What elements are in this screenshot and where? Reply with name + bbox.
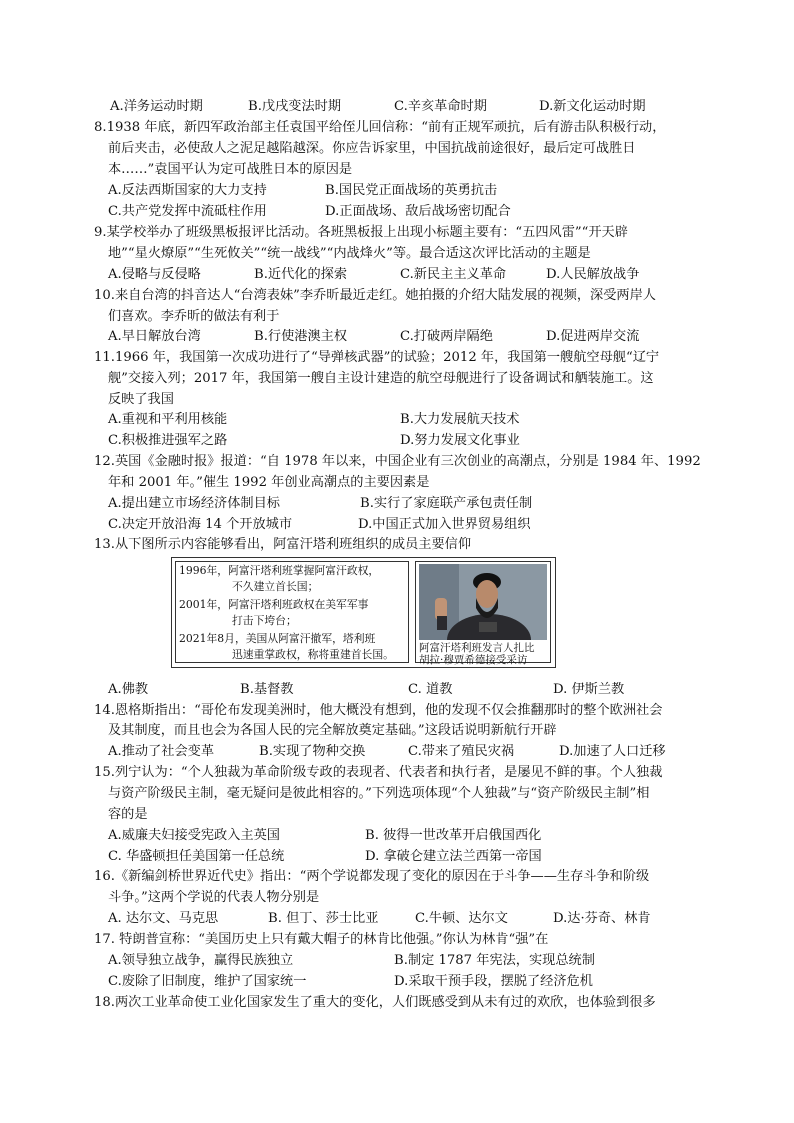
q10-option-d[interactable]: D.促进两岸交流: [546, 329, 640, 344]
q8-stem-line1: 8.1938 年底，新四军政治部主任袁国平给侄儿回信称：“前有正规军顽抗，后有游击队积极行动，: [94, 120, 666, 135]
q14-option-b[interactable]: B.实现了物种交换: [259, 744, 366, 759]
q9-option-b[interactable]: B.近代化的探索: [254, 267, 348, 282]
q17-stem-line1: 17. 特朗普宣称：“美国历史上只有戴大帽子的林肯比他强。”你认为林肯“强”在: [94, 932, 549, 947]
spokesman-photo: [419, 564, 547, 640]
q7-option-a[interactable]: A.洋务运动时期: [110, 99, 203, 114]
q10-stem-line1: 10.来自台湾的抖音达人“台湾表妹”李乔昕最近走红。她拍摄的介绍大陆发展的视频，深受两岸人: [94, 288, 656, 303]
q13-option-c[interactable]: C. 道教: [408, 682, 453, 697]
q15-option-a[interactable]: A.威廉夫妇接受宪政入主英国: [108, 828, 280, 843]
q17-option-c[interactable]: C.废除了旧制度，维护了国家统一: [108, 974, 307, 989]
q11-option-a[interactable]: A.重视和平利用核能: [108, 412, 228, 427]
q12-option-d[interactable]: D.中国正式加入世界贸易组织: [358, 517, 531, 532]
q13-option-a[interactable]: A.佛教: [108, 682, 149, 697]
timeline-line: 1996年，阿富汗塔利班掌握阿富汗政权，: [179, 564, 380, 577]
q16-stem-line2: 斗争。”这两个学说的代表人物分别是: [108, 890, 320, 905]
q14-option-d[interactable]: D.加速了人口迁移: [559, 744, 666, 759]
q9-option-d[interactable]: D.人民解放战争: [546, 267, 640, 282]
q16-stem-line1: 16.《新编剑桥世界近代史》指出：“两个学说都发现了变化的原因在于斗争——生存斗争和阶级: [94, 869, 650, 884]
q13-figure: [171, 557, 556, 668]
q12-stem-line2: 年和 2001 年。”催生 1992 年创业高潮点的主要因素是: [108, 475, 430, 490]
q10-option-c[interactable]: C.打破两岸隔绝: [400, 329, 493, 344]
q16-option-d[interactable]: D.达·芬奇、林肯: [553, 911, 651, 926]
q11-stem-line2: 舰”交接入列；2017 年，我国第一艘自主设计建造的航空母舰进行了设备调试和舾装施工。这: [108, 371, 654, 386]
q17-option-a[interactable]: A.领导独立战争，赢得民族独立: [108, 953, 294, 968]
photo-caption-line1: 阿富汗塔利班发言人扎比: [419, 642, 535, 654]
q12-option-c[interactable]: C.决定开放沿海 14 个开放城市: [108, 517, 293, 532]
q13-option-d[interactable]: D. 伊斯兰教: [553, 682, 625, 697]
q17-option-b[interactable]: B.制定 1787 年宪法，实现总统制: [394, 953, 595, 968]
q14-stem-line2: 及其制度，而且也会为各国人民的完全解放奠定基础。”这段话说明新航行开辟: [108, 723, 557, 738]
q15-stem-line2: 与资产阶级民主制，毫无疑问是彼此相容的。”下列选项体现“个人独裁”与“资产阶级民主制”相: [108, 786, 650, 801]
q16-option-a[interactable]: A. 达尔文、马克思: [108, 911, 219, 926]
q14-stem-line1: 14.恩格斯指出：“哥伦布发现美洲时，他大概没有想到，他的发现不仅会推翻那时的整个欧洲社会: [94, 703, 663, 718]
q15-option-d[interactable]: D. 拿破仑建立法兰西第一帝国: [365, 849, 542, 864]
q11-stem-line3: 反映了我国: [108, 392, 174, 407]
timeline-line: 不久建立首长国；: [232, 580, 319, 593]
q9-option-c[interactable]: C.新民主主义革命: [400, 267, 507, 282]
photo-caption-line2: 胡拉·穆贾希德接受采访: [419, 654, 528, 666]
q11-stem-line1: 11.1966 年，我国第一次成功进行了“导弹核武器”的试验；2012 年，我国第一艘航空母舰“辽宁: [94, 350, 660, 365]
q7-option-d[interactable]: D.新文化运动时期: [539, 99, 646, 114]
q12-stem-line1: 12.英国《金融时报》报道：“自 1978 年以来，中国企业有三次创业的高潮点，分别是 1984 年、1992: [94, 454, 701, 469]
q10-option-b[interactable]: B.行使港澳主权: [254, 329, 348, 344]
taliban-timeline-box: [175, 561, 409, 663]
q11-option-c[interactable]: C.积极推进强军之路: [108, 433, 228, 448]
q13-stem-line1: 13.从下图所示内容能够看出，阿富汗塔利班组织的成员主要信仰: [94, 537, 472, 552]
q18-stem-line1: 18.两次工业革命使工业化国家发生了重大的变化，人们既感受到从未有过的欢欣，也体验到很多: [94, 995, 656, 1010]
q9-option-a[interactable]: A.侵略与反侵略: [108, 267, 201, 282]
q17-option-d[interactable]: D.采取干预手段，摆脱了经济危机: [394, 974, 593, 989]
q12-option-b[interactable]: B.实行了家庭联产承包责任制: [360, 496, 533, 511]
timeline-line: 打击下垮台；: [232, 614, 297, 627]
q11-option-d[interactable]: D.努力发展文化事业: [400, 433, 520, 448]
timeline-line: 2001年，阿富汗塔利班政权在美军军事: [179, 598, 369, 611]
q9-stem-line1: 9.某学校举办了班级黑板报评比活动。各班黑板报上出现小标题主要有：“五四风雷”“开天辟: [94, 225, 628, 240]
q10-stem-line2: 们喜欢。李乔昕的做法有利于: [108, 309, 280, 324]
q14-option-a[interactable]: A.推动了社会变革: [108, 744, 215, 759]
q16-option-b[interactable]: B. 但丁、莎士比亚: [268, 911, 379, 926]
q14-option-c[interactable]: C.带来了殖民灾祸: [408, 744, 515, 759]
spokesman-photo-box: [415, 561, 551, 666]
q8-option-b[interactable]: B.国民党正面战场的英勇抗击: [325, 183, 498, 198]
q7-option-c[interactable]: C.辛亥革命时期: [394, 99, 487, 114]
q11-option-b[interactable]: B.大力发展航天技术: [400, 412, 520, 427]
timeline-line: 2021年8月，美国从阿富汗撤军，塔利班: [179, 632, 376, 645]
q12-option-a[interactable]: A.提出建立市场经济体制目标: [108, 496, 280, 511]
timeline-line: 迅速重掌政权，称将重建首长国。: [232, 648, 394, 661]
q13-option-b[interactable]: B.基督教: [240, 682, 294, 697]
q8-stem-line3: 本……”袁国平认为定可战胜日本的原因是: [108, 162, 353, 177]
q16-option-c[interactable]: C.牛顿、达尔文: [415, 911, 508, 926]
q8-stem-line2: 前后夹击，必使敌人之泥足越陷越深。你应告诉家里，中国抗战前途很好，最后定可战胜日: [108, 141, 636, 156]
q8-option-c[interactable]: C.共产党发挥中流砥柱作用: [108, 204, 267, 219]
q15-stem-line1: 15.列宁认为：“个人独裁为革命阶级专政的表现者、代表者和执行者，是屡见不鲜的事。个人独裁: [94, 765, 663, 780]
q9-stem-line2: 地”“星火燎原”“生死攸关”“统一战线”“内战烽火”等。最合适这次评比活动的主题是: [108, 246, 591, 261]
q15-stem-line3: 容的是: [108, 807, 148, 822]
q10-option-a[interactable]: A.早日解放台湾: [108, 329, 201, 344]
q15-option-c[interactable]: C. 华盛顿担任美国第一任总统: [108, 849, 285, 864]
q8-option-d[interactable]: D.正面战场、敌后战场密切配合: [325, 204, 511, 219]
q15-option-b[interactable]: B. 彼得一世改革开启俄国西化: [365, 828, 542, 843]
q8-option-a[interactable]: A.反法西斯国家的大力支持: [108, 183, 267, 198]
q7-option-b[interactable]: B.戊戌变法时期: [248, 99, 342, 114]
